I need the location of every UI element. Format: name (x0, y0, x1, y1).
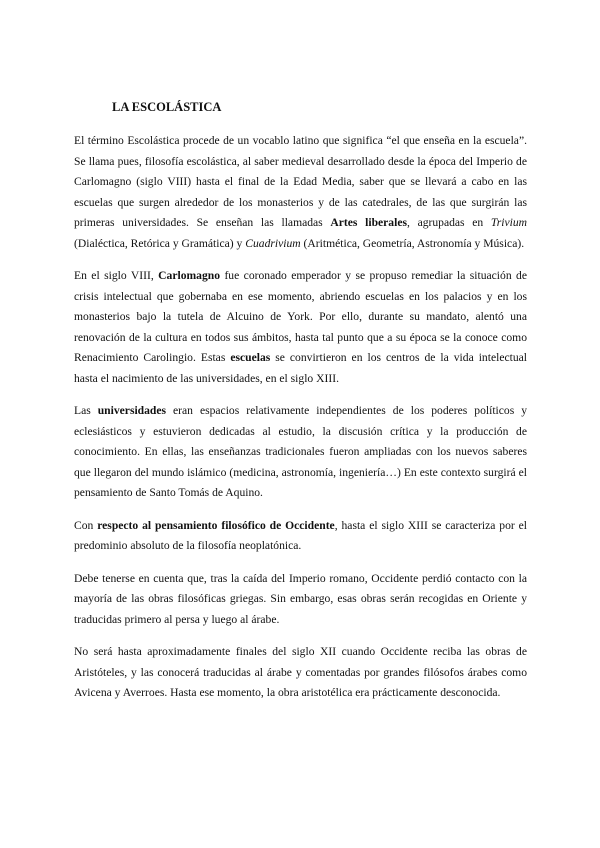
p3-text-c: eran espacios relativamente independientes de los poderes políticos y eclesiásticos y estuvieron dedicadas al estudio, la discusión crítica y la producción de conocimiento. En ellas, las enseñanzas tradicionales fueron ampliadas con los nuevos saberes que llegaron del mundo islámico (medicina, astronomía, ingeniería…) En este contexto surgirá el pensamiento de Santo Tomás de Aquino. (74, 404, 527, 499)
p4-bold-respecto: respecto al pensamiento filosófico de Occidente (97, 518, 335, 532)
p4-text-a: Con (74, 518, 98, 532)
p2-bold-escuelas: escuelas (230, 351, 271, 364)
paragraph-aristoteles (74, 642, 527, 704)
p1-text-d: (Dialéctica, Retórica y Gramática) y (74, 236, 246, 250)
p4-text-c: , hasta el siglo XIII se caracteriza por el predominio absoluto de la filosofía neoplatónica. (74, 518, 527, 552)
p2-text-a: En el siglo VIII, (74, 269, 159, 282)
p3-text-a: Las (74, 404, 98, 417)
p6-text-a: No será hasta aproximadamente finales del siglo XII cuando Occidente reciba las obras de Aristóteles, y las conocerá traducidas al árabe y comentadas por grandes filósofos árabes como Avicena y Averroes. Hasta ese momento, la obra aristotélica era prácticamente desconocida. (74, 645, 527, 699)
document-page (74, 97, 527, 716)
p1-text-e: (Aritmética, Geometría, Astronomía y Música). (300, 236, 525, 250)
p5-text-a: Debe tenerse en cuenta que, tras la caída del Imperio romano, Occidente perdió contacto con la mayoría de las obras filosóficas griegas. Sin embargo, esas obras serán recogidas en Oriente y traducidas primero al persa y luego al árabe. (74, 571, 527, 626)
p1-text-c: , agrupadas en (406, 216, 491, 229)
paragraph-pensamiento-occidente (74, 516, 527, 557)
paragraph-imperio-romano (74, 569, 527, 631)
p2-bold-carlomagno: Carlomagno (158, 269, 221, 282)
paragraph-universidades (74, 401, 527, 504)
p1-italic-cuadrivium: Cuadrivium (245, 236, 301, 250)
paragraph-carlomagno (74, 266, 527, 389)
paragraph-escolastica-definition (74, 131, 527, 254)
document-title: LA ESCOLÁSTICA (112, 100, 222, 114)
p3-bold-universidades: universidades (97, 404, 167, 417)
p2-text-d: se convirtieron en los centros de la vida intelectual hasta el nacimiento de las universidades, en el siglo XIII. (74, 351, 527, 385)
p1-text-a: El término Escolástica procede de un vocablo latino que significa “el que enseña en la escuela”. Se llama pues, filosofía escolástica, al saber medieval desarrollado desde la época del Imperio de Carlomagno (siglo VIII) hasta el final de la Edad Media, saber que se llevará a cabo en las escuelas que surgen alrededor de los monasterios y de las catedrales, de las que surgirán las primeras universidades. Se enseñan las llamadas (74, 134, 527, 229)
p2-text-c: fue coronado emperador y se propuso remediar la situación de crisis intelectual que gobernaba en ese momento, abriendo escuelas en los palacios y en los monasterios bajo la tutela de Alcuino de York. Por ello, durante su mandato, alentó una renovación de la cultura en todos sus ámbitos, hasta tal punto que a su época se la conoce como Renacimiento Carolingio. Estas (74, 269, 527, 364)
p1-bold-artes-liberales: Artes liberales (330, 216, 407, 229)
p1-italic-trivium: Trivium (490, 216, 527, 229)
